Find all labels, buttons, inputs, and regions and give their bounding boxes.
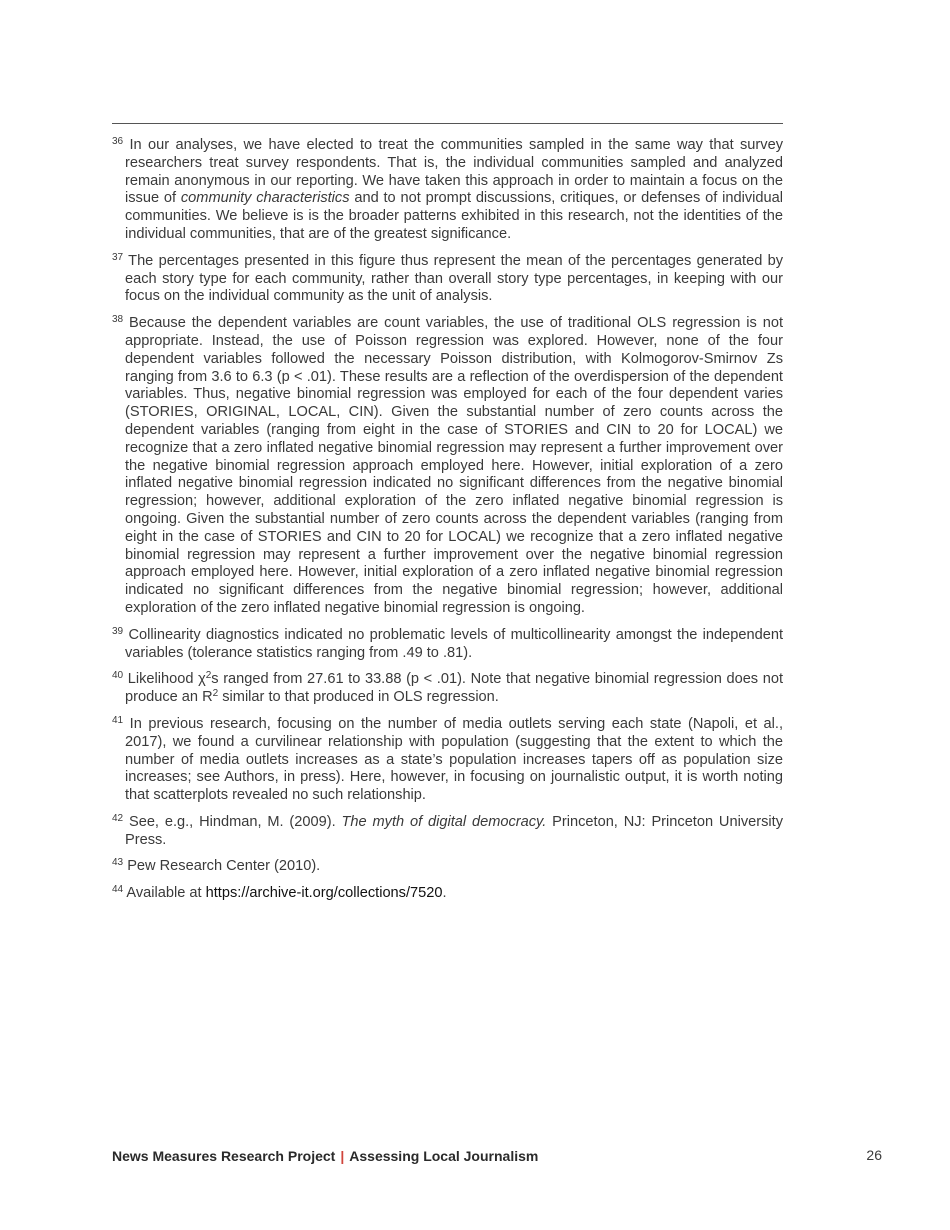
footer-separator: | bbox=[340, 1148, 345, 1164]
footnote-separator bbox=[112, 123, 783, 124]
footnote-number: 36 bbox=[112, 136, 124, 147]
footnote-39: $^{39}$ Collinearity diagnostics indicated no problematic levels of multicollinearity amongst the independent variables (tolerance statistics ranging from .49 to .81). bbox=[112, 625, 783, 661]
footnote-number: 39 bbox=[112, 625, 124, 637]
footnote-number: 40 bbox=[112, 670, 124, 682]
footnote-44: $^{44}$ Available at https://archive-it.org/collections/7520. bbox=[112, 884, 447, 902]
footnote-number: 38 bbox=[112, 314, 124, 326]
footnote-number: 41 bbox=[112, 714, 124, 726]
footnotes bbox=[112, 137, 783, 912]
archive-link[interactable]: https://archive-it.org/collections/7520 bbox=[205, 885, 443, 902]
footnote-42: $^{42}$ See, e.g., Hindman, M. (2009). The myth of digital democracy. Princeton, NJ: Princeton University Press. bbox=[112, 812, 783, 848]
footnote-40: $^{40}$ Likelihood $\chi^2s$ ranged from 27.61 to 33.88 (p < .01). Note that negative binomial regression does not produce an $R^2$ similar to that produced in OLS regression. bbox=[112, 670, 784, 706]
footnote-number: 43 bbox=[112, 857, 124, 869]
footnote-number: 37 bbox=[112, 251, 124, 263]
footnote-43: $^{43}$ Pew Research Center (2010). bbox=[112, 857, 321, 875]
footnote-number: 42 bbox=[112, 812, 124, 824]
page-number: 26 bbox=[866, 1147, 882, 1163]
footer-project-name: News Measures Research Project bbox=[112, 1148, 336, 1164]
page-footer bbox=[112, 1148, 538, 1164]
footnote-36: $^{36}$ In our analyses, we have elected to treat the communities sampled in the same way that survey researchers treat survey respondents. That is, the individual communities sampled and analyzed remain anonymous in our reporting. We have taken this approach in order to maintain a focus on the issue of community characteristics and to not prompt discussions, critiques, or defenses of individual communities. We believe is is the broader patterns exhibited in this research, not the identities of the individual communities, that are of the greatest significance. bbox=[112, 136, 783, 242]
footnote-number: 44 bbox=[112, 884, 124, 896]
footer-report-title: Assessing Local Journalism bbox=[349, 1148, 539, 1164]
footnote-37: $^{37}$ The percentages presented in this figure thus represent the mean of the percentages generated by each story type for each community, rather than overall story type percentages, in keeping with our focus on the individual community as the unit of analysis. bbox=[112, 251, 784, 305]
footnote-41: $^{41}$ In previous research, focusing on the number of media outlets serving each state (Napoli, et al., 2017), we found a curvilinear relationship with population (suggesting that the extent to which the number of media outlets increases as a state’s population increases tapers off as population size increases; see Authors, in press). Here, however, in focusing on journalistic output, it is worth noting that scatterplots revealed no such relationship. bbox=[112, 714, 783, 804]
footnote-38: $^{38}$ Because the dependent variables are count variables, the use of traditional OLS regression is not appropriate. Instead, the use of Poisson regression was explored. However, none of the four dependent variables followed the necessary Poisson distribution, with Kolmogorov-Smirnov Zs ranging from 3.6 to 6.3 (p < .01). These results are a reflection of the overdispersion of the dependent variables. Thus, negative binomial regression was employed for each of the four dependent varies (STORIES, ORIGINAL, LOCAL, CIN). Given the substantial number of zero counts across the dependent variables (ranging from eight in the case of STORIES and CIN to 20 for LOCAL) we recognize that a zero inflated negative binomial regression may represent a further improvement over the negative binomial regression approach employed here. However, initial exploration of a zero inflated negative binomial regression indicated no significant differences from the negative binomial regression; however, additional exploration of the zero inflated negative binomial regression is ongoing. Given the substantial number of zero counts across the dependent variables (ranging from eight in the case of STORIES and CIN to 20 for LOCAL) we recognize that a zero inflated negative binomial regression may represent a further improvement over the negative binomial regression approach employed here. However, initial exploration of a zero inflated negative binomial regression indicated no significant differences from the negative binomial regression; however, additional exploration of the zero inflated negative binomial regression is ongoing. bbox=[112, 314, 783, 616]
